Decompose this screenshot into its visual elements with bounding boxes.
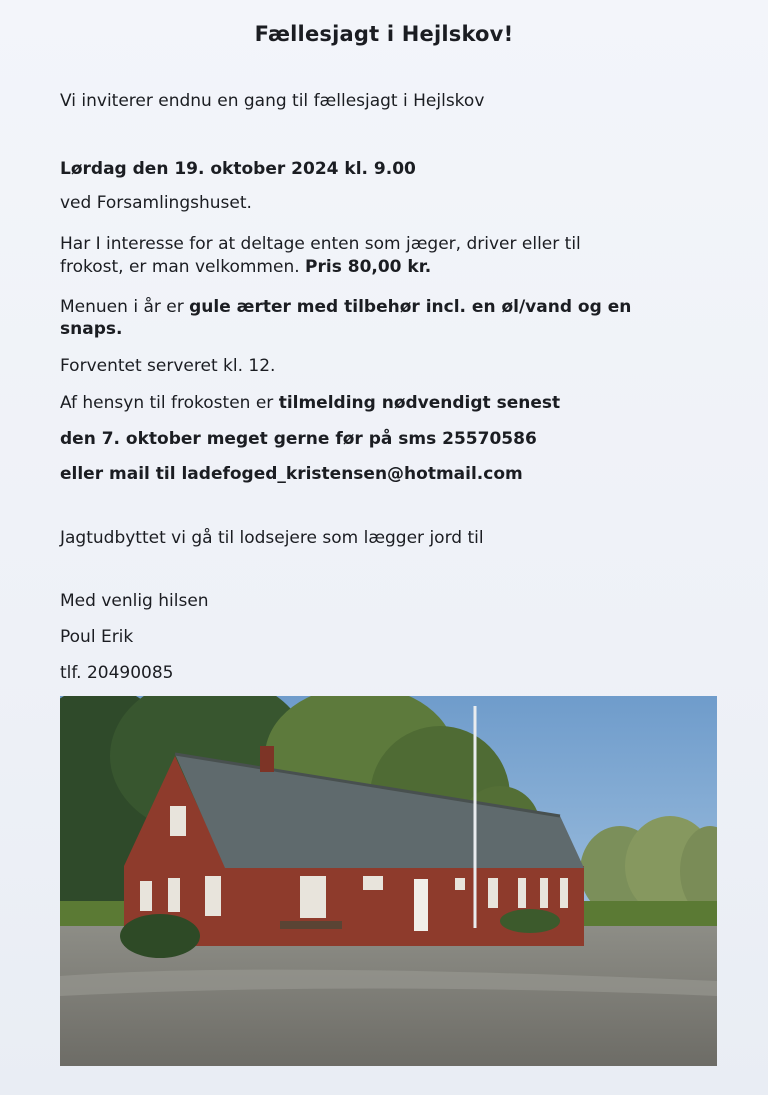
community-hall-photo — [60, 696, 717, 1066]
closing-name: Poul Erik — [60, 627, 134, 647]
signup-line-1 — [60, 392, 560, 414]
signup-email: eller mail til ladefoged_kristensen@hotmail.com — [60, 464, 523, 484]
menu-intro: Menuen i år er — [60, 297, 190, 317]
interest-text: frokost, er man velkommen. — [60, 257, 306, 277]
signup-intro: Af hensyn til frokosten er — [60, 393, 279, 413]
menu-line-2: snaps. — [60, 319, 123, 339]
event-date: Lørdag den 19. oktober 2024 kl. 9.00 — [60, 159, 416, 179]
invite-text: Vi inviterer endnu en gang til fællesjagt i Hejlskov — [60, 91, 485, 111]
interest-line-2 — [60, 256, 431, 278]
interest-line-1: Har I interesse for at deltage enten som jæger, driver eller til — [60, 234, 581, 254]
menu-line-1 — [60, 296, 631, 318]
signup-deadline: den 7. oktober meget gerne før på sms 25570586 — [60, 429, 537, 449]
closing-phone: tlf. 20490085 — [60, 663, 174, 683]
closing-greeting: Med venlig hilsen — [60, 591, 209, 611]
flyer-title: Fællesjagt i Hejlskov! — [254, 22, 514, 46]
community-hall-illustration — [60, 696, 717, 1066]
game-note: Jagtudbyttet vi gå til lodsejere som lægger jord til — [60, 528, 484, 548]
menu-items: gule ærter med tilbehør incl. en øl/vand og en — [189, 297, 632, 317]
price-text: Pris 80,00 kr. — [305, 257, 432, 277]
venue-text: ved Forsamlingshuset. — [60, 193, 252, 213]
served-time: Forventet serveret kl. 12. — [60, 356, 276, 376]
signup-required: tilmelding nødvendigt senest — [278, 393, 561, 413]
